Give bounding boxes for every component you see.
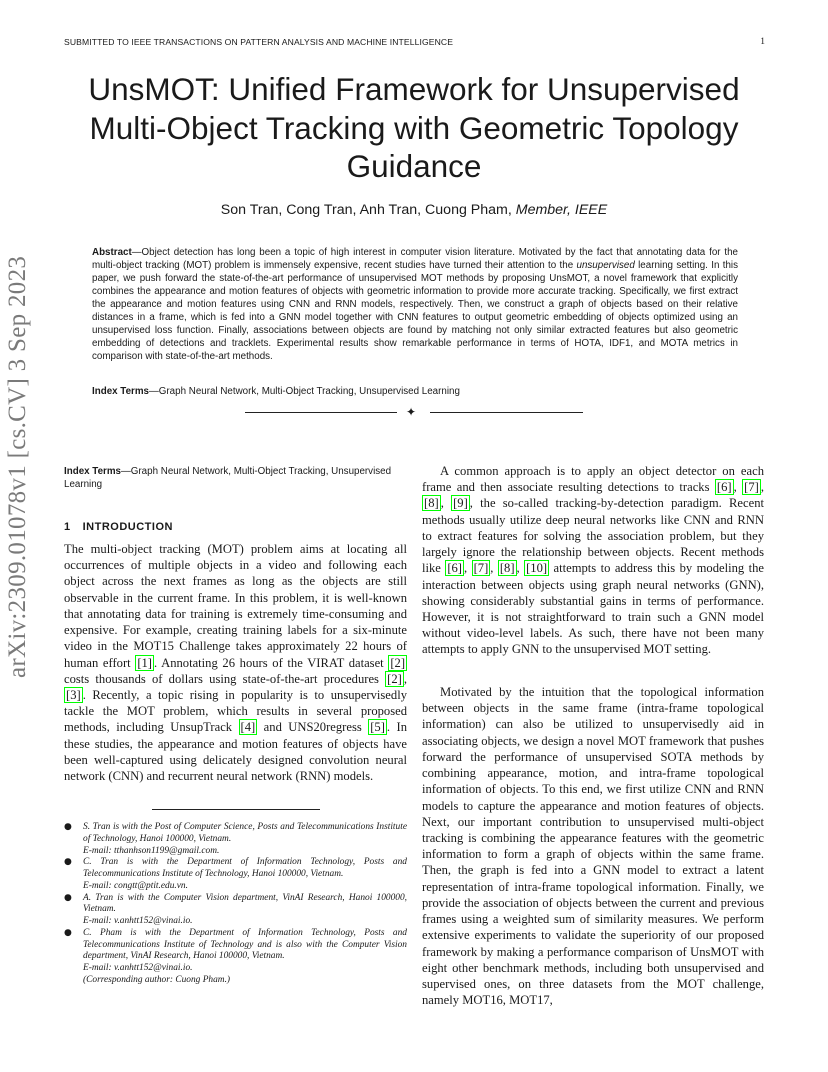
- intro-text: attempts to address this by modeling the interaction between objects using graph neural networks (GNN), showing considerably substantial gains in terms of performance. However, it is not straightforward to train such a GNN model without video-level labels. As such, there have not been many attempts to apply GNN to the unsupervised MOT setting.: [422, 561, 765, 657]
- title-line-3: Guidance: [346, 148, 482, 184]
- index-terms-column: [64, 465, 407, 491]
- intro-text: A common approach is to apply an object detector on each frame and then associate resulting detections to tracks: [422, 464, 764, 495]
- footnote-rule: [152, 809, 320, 810]
- citation-link[interactable]: [2]: [387, 671, 402, 686]
- author-membership: Member, IEEE: [515, 202, 608, 218]
- footnote-item: [64, 857, 407, 892]
- author-list: [40, 202, 788, 218]
- footnote-text: S. Tran is with the Post of Computer Science, Posts and Telecommunications Institute of Technology, Hanoi 100000, Vietnam.: [83, 822, 407, 844]
- diamond-icon: ✦: [406, 405, 417, 419]
- section-title: INTRODUCTION: [82, 521, 173, 533]
- bullet-icon: ●: [64, 892, 72, 903]
- intro-text: and UNS20regress: [257, 720, 369, 735]
- abstract-text-2: learning setting. In this paper, we push forward the state-of-the-art performance of unsupervised MOT methods by proposing UnsMOT, a novel framework that explicitly combines the appearance and motion features of objects with geometric information to provide more accurate tracking. Specifically, we first extract the appearance and motion features using CNN and RNN models, respectively. Then, we construct a graph of objects based on their relative distances in a frame, which is fed into a GNN model together with CNN features to output geometric embedding of objects optimized using an unsupervised loss function. Finally, associations between objects are found by matching not only similar extracted features but also geometric embedding of detections and tracklets. Experimental results show remarkable performance in terms of HOTA, IDF1, and MOTA metrics in comparison with state-of-the-art methods.: [92, 260, 738, 363]
- citation-link[interactable]: [8]: [499, 561, 515, 576]
- intro-text: . Recently, a topic rising in popularity is to unsupervisedly tackle the MOT problem, which results in several proposed methods, including UnsupTrack: [64, 687, 407, 735]
- footnote-email: E-mail: v.anhtt152@vinai.io.: [83, 963, 193, 973]
- intro-text: costs thousands of dollars using state-of-the-art procedures: [64, 671, 386, 686]
- affiliation-footnotes: [64, 822, 407, 987]
- page-number: 1: [760, 37, 765, 47]
- abstract-label: Abstract: [92, 247, 132, 258]
- title-line-1: UnsMOT: Unified Framework for Unsupervised: [88, 71, 740, 107]
- citation-link[interactable]: [9]: [453, 496, 468, 511]
- index-terms-top: [92, 386, 738, 397]
- divider-line-left: [245, 412, 397, 413]
- arxiv-stamp-text: arXiv:2309.01078v1 [cs.CV] 3 Sep 2023: [4, 255, 31, 678]
- intro-paragraph-3: Motivated by the intuition that the topological information between objects in the same frame (intra-frame topological information) can also be utilized to unsupervisedly aid in associating objects, we design a novel MOT framework that pushes forward the performance of unsupervised SOTA methods by combining appearance, motion, and intra-frame topological information of objects. To this end, we first utilize CNN and RNN models to capture the appearance and motion features of objects. Next, our important contribution to unsupervised multi-object tracking is combining the appearance features with the geometric information to form a graph of objects within the same frame. Then, the graph is fed into a GNN model to extract a latent representation of intra-frame topological information. Finally, we provide the association of objects between the current and previous frames using a weighted sum of similarity measures. We perform extensive experiments to validate the superiority of our proposed framework by making a performance comparison of UnsMOT with eight other benchmark methods, including both unsupervised and supervised ones, on three datasets from the MOT challenge, namely MOT16, MOT17,: [422, 685, 764, 1008]
- footnote-email: E-mail: tthanhson1199@gmail.com.: [83, 845, 220, 856]
- footnote-text: C. Pham is with the Department of Information Technology, Posts and Telecommunications Institute of Technology and is also with the Computer Vision department, VinAI Research, Hanoi 100000, Vietnam.: [83, 927, 407, 962]
- section-heading: [64, 521, 173, 533]
- footnote-text: A. Tran is with the Computer Vision department, VinAI Research, Hanoi 100000, Vietnam.: [83, 892, 407, 915]
- footnote-text: C. Tran is with the Department of Information Technology, Posts and Telecommunications Institute of Technology, Hanoi 100000, Vietnam.: [83, 857, 407, 879]
- intro-text: . Annotating 26 hours of the VIRAT dataset: [154, 655, 389, 670]
- running-head: SUBMITTED TO IEEE TRANSACTIONS ON PATTERN ANALYSIS AND MACHINE INTELLIGENCE: [64, 37, 454, 47]
- citation-link[interactable]: [6]: [716, 480, 732, 495]
- bullet-icon: ●: [64, 822, 72, 832]
- intro-text: ,: [403, 671, 407, 686]
- citation-link[interactable]: [3]: [66, 687, 81, 702]
- footnote-note: (Corresponding author: Cuong Pham.): [83, 974, 231, 985]
- abstract-text-1: —Object detection has long been a topic of high interest in computer vision literature. Motivated by the fact that annotating data for the multi-object tracking (MOT) problem is immensely expensive, recent studies have turned their attention to the: [92, 247, 738, 272]
- title-line-2: Multi-Object Tracking with Geometric Topology: [89, 109, 739, 146]
- intro-text: ,: [516, 561, 525, 576]
- intro-text: ,: [464, 561, 472, 576]
- bullet-icon: ●: [64, 857, 72, 868]
- index-terms-text: —Graph Neural Network, Multi-Object Tracking, Unsupervised Learning: [149, 386, 460, 397]
- divider-line-right: [430, 412, 583, 413]
- abstract: [92, 246, 738, 363]
- intro-text: ,: [733, 480, 743, 495]
- index-terms-label-col: Index Terms: [64, 466, 121, 477]
- intro-paragraph-1: [64, 541, 407, 784]
- citation-link[interactable]: [4]: [240, 720, 256, 735]
- citation-link[interactable]: [8]: [424, 496, 439, 511]
- citation-link[interactable]: [7]: [473, 561, 489, 576]
- intro-text: , the so-called tracking-by-detection paradigm. Recent methods usually utilize deep neural networks like CNN and RNN to extract features for solving the association problem, but they largely ignore the relationship between objects. Recent methods like: [422, 496, 764, 576]
- intro-paragraph-2: [422, 463, 764, 658]
- intro-text: The multi-object tracking (MOT) problem aims at locating all occurrences of multiple objects in a video and following each object across the next frames as long as the objects are still observable in the current frame. In this problem, it is well-known that annotating data for training is extremely time-consuming and expensive. For example, creating training labels for a six-minute video in the MOT15 Challenge takes approximately 22 hours of human effort: [64, 542, 407, 670]
- intro-text: . In these studies, the appearance and motion features of objects have been well-captured using delicately designed convolution neural network (CNN) and recurrent neural network (RNN) models.: [64, 720, 407, 784]
- footnote-email: E-mail: congtt@ptit.edu.vn.: [83, 880, 188, 891]
- citation-link[interactable]: [5]: [370, 720, 385, 735]
- section-number: 1: [64, 521, 71, 533]
- intro-text: ,: [760, 480, 765, 495]
- footnote-email: E-mail: v.anhtt152@vinai.io.: [83, 916, 193, 926]
- bullet-icon: ●: [64, 927, 72, 938]
- author-names: Son Tran, Cong Tran, Anh Tran, Cuong Pham,: [220, 202, 512, 218]
- index-terms-text-col: —Graph Neural Network, Multi-Object Tracking, Unsupervised Learning: [64, 466, 392, 490]
- index-terms-label: Index Terms: [92, 386, 149, 397]
- intro-text: ,: [490, 561, 498, 576]
- citation-link[interactable]: [6]: [447, 561, 462, 576]
- footnote-item: [64, 928, 407, 987]
- citation-link[interactable]: [1]: [137, 655, 152, 670]
- paper-title: [40, 70, 788, 186]
- footnote-item: [64, 822, 407, 857]
- citation-link[interactable]: [10]: [526, 561, 548, 576]
- abstract-emphasis: unsupervised: [576, 260, 635, 272]
- footnote-item: [64, 893, 407, 928]
- intro-text: ,: [440, 496, 452, 511]
- citation-link[interactable]: [2]: [390, 655, 406, 670]
- citation-link[interactable]: [7]: [744, 480, 759, 495]
